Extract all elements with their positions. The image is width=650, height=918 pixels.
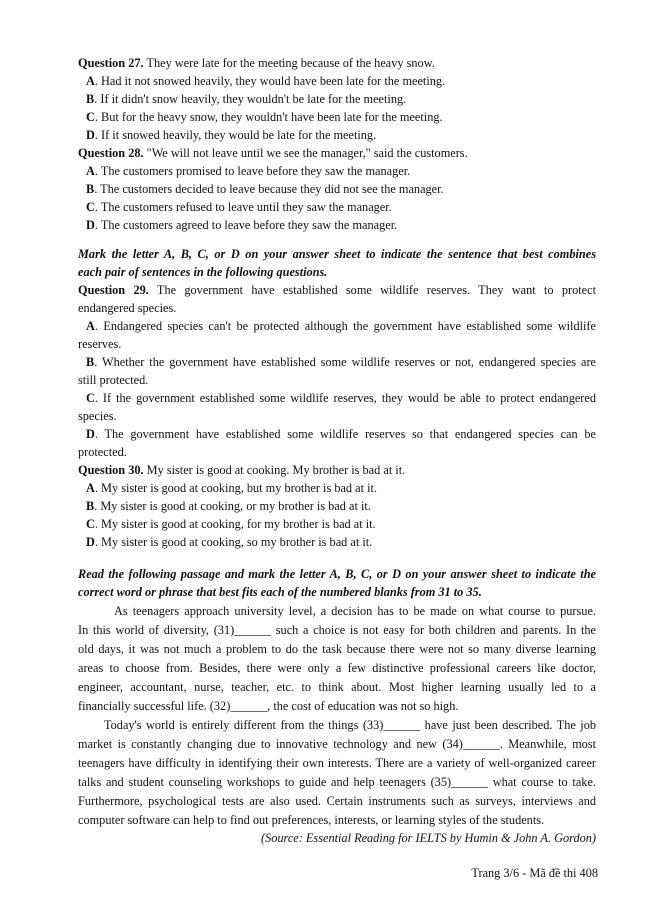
question-29-option-d-cont: protected. (78, 445, 127, 459)
passage-p1-line-3: old days, it was not much a problem to do the task because there were not so many diverse learning (78, 642, 596, 656)
question-27-label: Question 27. (78, 56, 144, 70)
passage-p2-line-4: talks and student counseling workshops to guide and help teenagers (35)______ what course to take. (78, 775, 596, 789)
question-30-label: Question 30. (78, 463, 144, 477)
passage-p2-line-5: Furthermore, psychological tests are also used. Certain instruments such as surveys, interviews and (78, 794, 596, 808)
passage-p2-line-2: market is constantly changing due to innovative technology and new (34)______. Meanwhile, most (78, 737, 596, 751)
passage-p1-line-5: engineer, accountant, nurse, teacher, etc. to think about. Most higher learning usually led to a (78, 680, 596, 694)
question-30-stem: Question 30. My sister is good at cooking. My brother is bad at it. (78, 463, 406, 477)
question-29-option-b: B. Whether the government have established some wildlife reserves or not, endangered species are (86, 355, 596, 369)
instruction-combine-line-2: each pair of sentences in the following questions. (78, 265, 328, 279)
question-27-option-c: C. But for the heavy snow, they wouldn't have been late for the meeting. (86, 110, 443, 124)
question-28-option-b: B. The customers decided to leave because they did not see the manager. (86, 182, 444, 196)
instruction-passage-line-1: Read the following passage and mark the letter A, B, C, or D on your answer sheet to indicate the (78, 567, 596, 581)
question-27-option-d: D. If it snowed heavily, they would be late for the meeting. (86, 128, 377, 142)
question-28-label: Question 28. (78, 146, 144, 160)
passage-p1-line-1: As teenagers approach university level, a decision has to be made on what course to pursue. (114, 604, 596, 618)
passage-p1-line-6: financially successful life. (32)______, the cost of education was not so high. (78, 699, 459, 713)
passage-p2-line-3: teenagers have difficulty in identifying their own interests. There are a variety of well-organized career (78, 756, 596, 770)
question-27-stem: Question 27. They were late for the meeting because of the heavy snow. (78, 56, 435, 70)
passage-p1-line-4: areas to choose from. Besides, there were only a few distinctive professional careers like doctor, (78, 661, 596, 675)
question-29-option-c-cont: species. (78, 409, 117, 423)
question-28-option-d: D. The customers agreed to leave before they saw the manager. (86, 218, 398, 232)
question-30-option-d: D. My sister is good at cooking, so my brother is bad at it. (86, 535, 373, 549)
question-29-option-a-cont: reserves. (78, 337, 122, 351)
passage-p2-line-1: Today's world is entirely different from the things (33)______ have just been described. The job (104, 718, 596, 732)
question-28-option-c: C. The customers refused to leave until they saw the manager. (86, 200, 392, 214)
question-27-option-b: B. If it didn't snow heavily, they wouldn't be late for the meeting. (86, 92, 407, 106)
passage-p2-line-6: computer software can help to find out preferences, interests, or learning styles of the students. (78, 813, 545, 827)
question-28-option-a: A. The customers promised to leave before they saw the manager. (86, 164, 411, 178)
instruction-passage-line-2: correct word or phrase that best fits each of the numbered blanks from 31 to 35. (78, 585, 482, 599)
question-30-option-b: B. My sister is good at cooking, or my brother is bad at it. (86, 499, 371, 513)
question-29-option-b-cont: still protected. (78, 373, 149, 387)
question-30-option-a: A. My sister is good at cooking, but my brother is bad at it. (86, 481, 378, 495)
question-30-option-c: C. My sister is good at cooking, for my brother is bad at it. (86, 517, 376, 531)
question-29-label: Question 29. (78, 283, 149, 297)
passage-source: (Source: Essential Reading for IELTS by Humin & John A. Gordon) (260, 831, 596, 845)
instruction-combine-line-1: Mark the letter A, B, C, or D on your answer sheet to indicate the sentence that best combines (78, 247, 596, 261)
question-28-stem: Question 28. "We will not leave until we see the manager," said the customers. (78, 146, 468, 160)
question-29-stem-cont: endangered species. (78, 301, 177, 315)
question-29-stem: Question 29. The government have established some wildlife reserves. They want to protect (78, 283, 597, 297)
passage-p1-line-2: In this world of diversity, (31)______ such a choice is not easy for both children and parents. In the (78, 623, 596, 637)
question-29-option-c: C. If the government established some wildlife reserves, they would be able to protect endangered (86, 391, 596, 405)
question-29-option-d: D. The government have established some wildlife reserves so that endangered species can be (86, 427, 596, 441)
question-29-option-a: A. Endangered species can't be protected although the government have established some wildlife (86, 319, 596, 333)
question-27-option-a: A. Had it not snowed heavily, they would have been late for the meeting. (86, 74, 446, 88)
page-footer: Trang 3/6 - Mã đề thi 408 (471, 866, 598, 880)
